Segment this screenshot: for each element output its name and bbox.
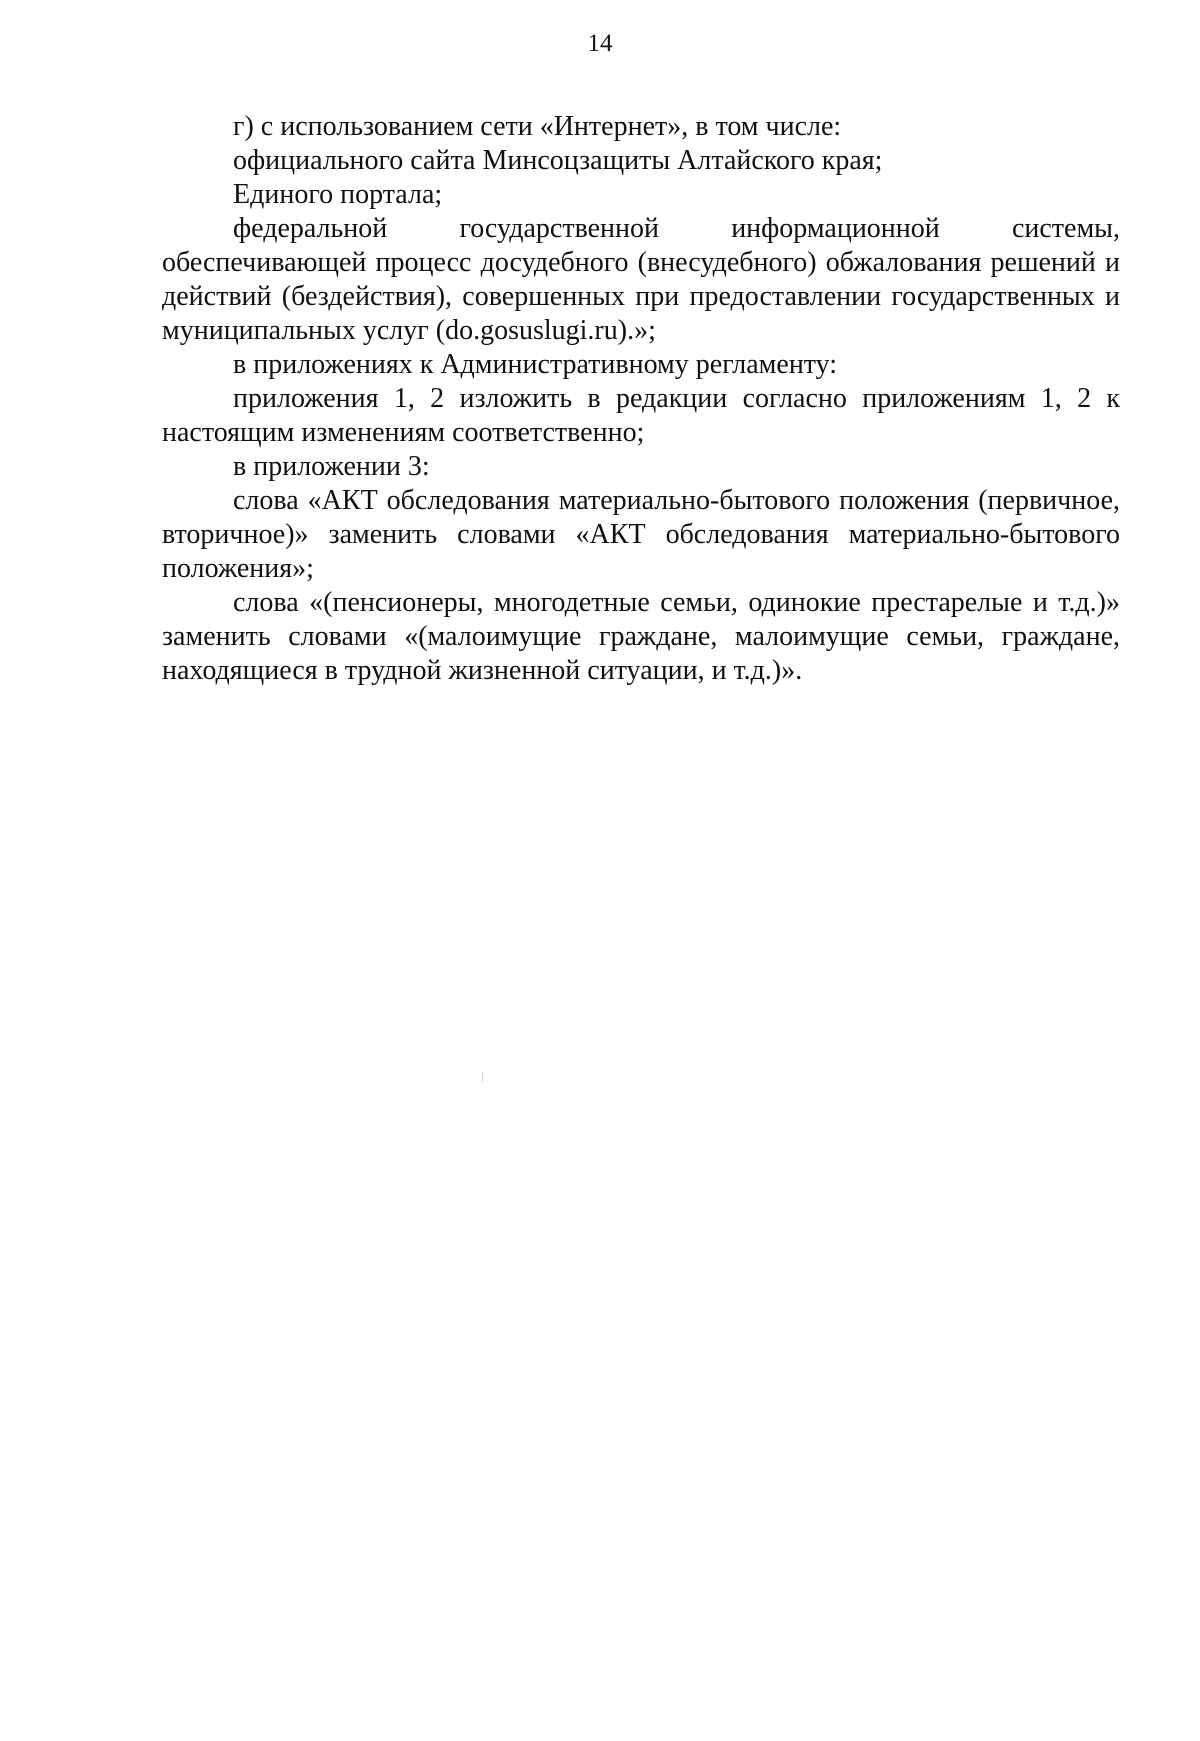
paragraph-categories-replacement: слова «(пенсионеры, многодетные семьи, одинокие престарелые и т.д.)» заменить словами «(малоимущие граждане, малоимущие семьи, граждане, находящиеся в трудной жизненной ситуации, и т.д.)». (162, 587, 1120, 686)
paragraph-appendix-3: в приложении 3: (233, 451, 430, 482)
paragraph-appendices-intro: в приложениях к Административному регламенту: (233, 349, 838, 380)
paragraph-internet-intro: г) с использованием сети «Интернет», в том числе: (233, 111, 842, 142)
page-number: 14 (587, 30, 613, 57)
paragraph-official-site: официального сайта Минсоцзащиты Алтайского края; (233, 145, 883, 176)
scan-mark (482, 1072, 483, 1082)
paragraph-unified-portal: Единого портала; (233, 179, 443, 210)
paragraph-act-replacement: слова «АКТ обследования материально-бытового положения (первичное, вторичное)» заменить словами «АКТ обследования материально-бытового положения»; (162, 485, 1120, 584)
paragraph-appendices-1-2: приложения 1, 2 изложить в редакции согласно приложениям 1, 2 к настоящим изменениям соответственно; (162, 383, 1120, 448)
document-body (162, 110, 1120, 688)
paragraph-federal-system: федеральной государственной информационной системы, обеспечивающей процесс досудебного (внесудебного) обжалования решений и действий (бездействия), совершенных при предоставлении государственных и муниципальных услуг (do.gosuslugi.ru).»; (162, 213, 1120, 346)
